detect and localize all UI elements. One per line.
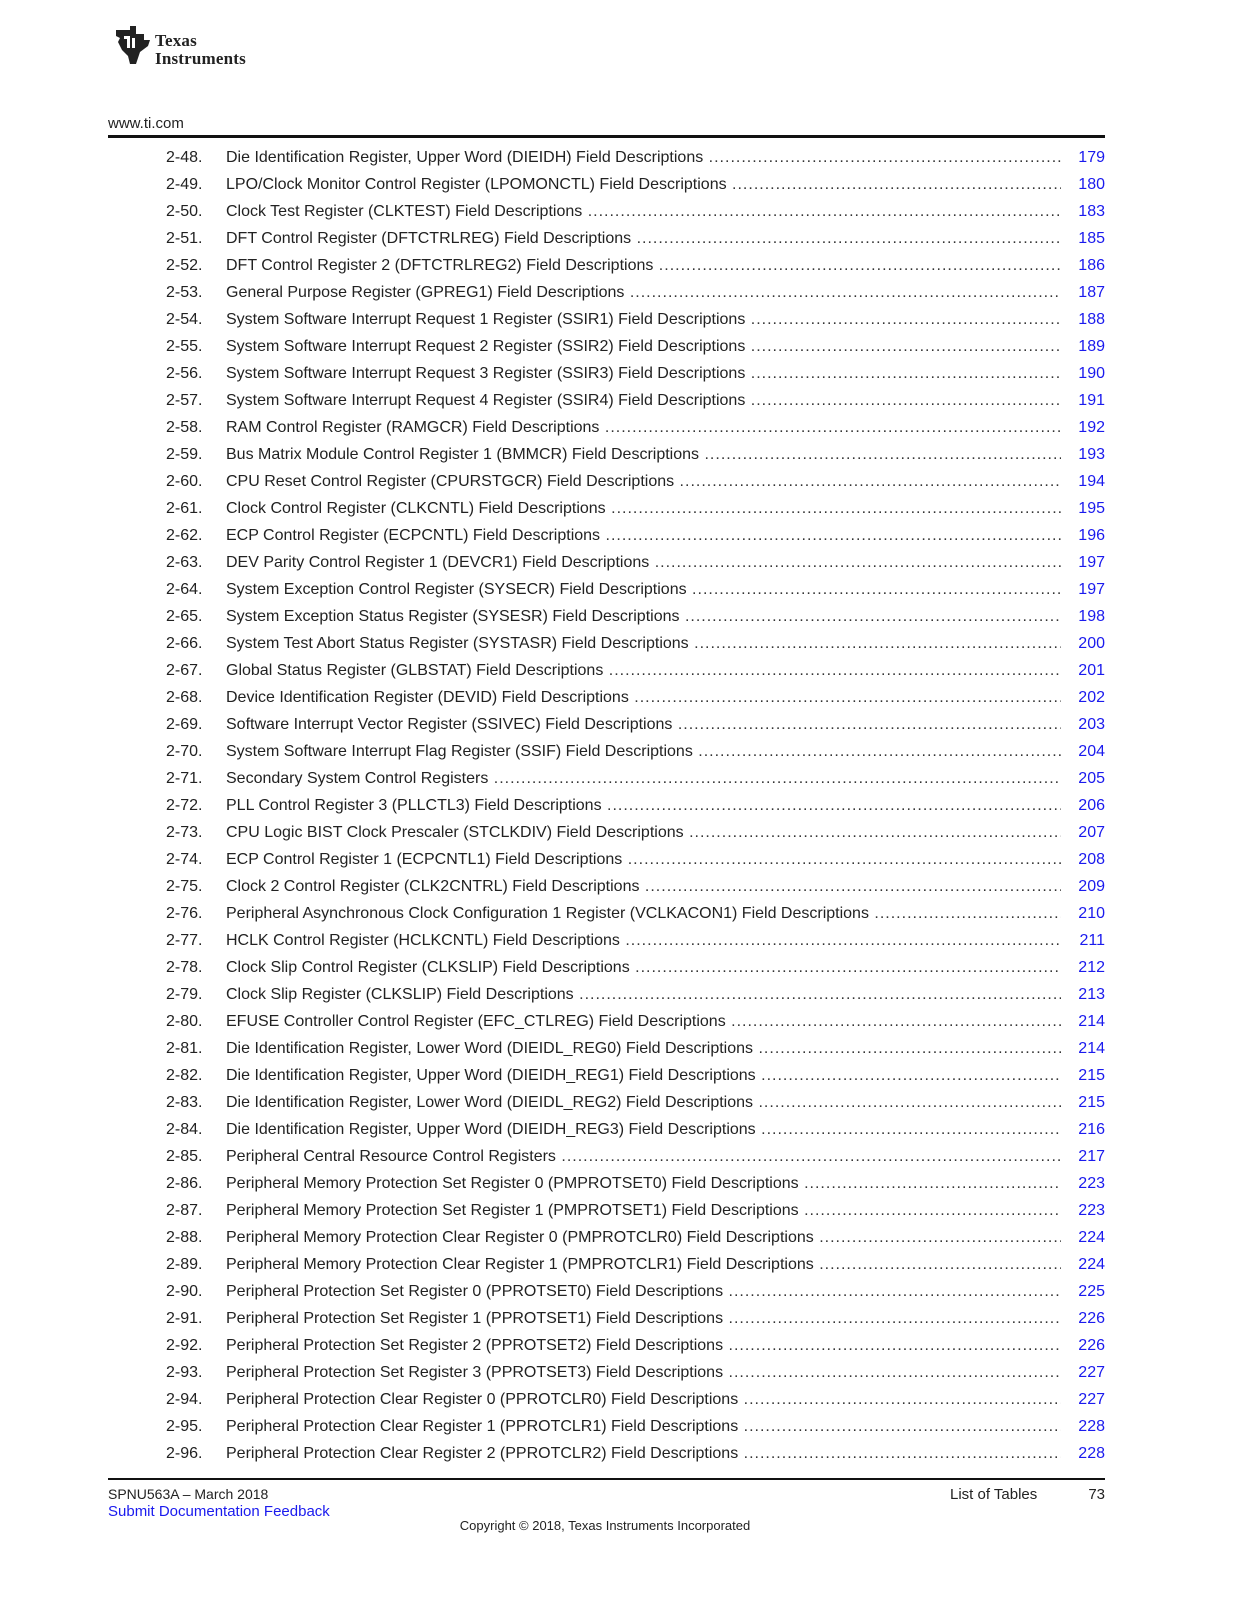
table-title[interactable]: RAM Control Register (RAMGCR) Field Descriptions .....: [226, 414, 1061, 441]
table-number: 2-55.: [166, 338, 203, 355]
toc-entry[interactable]: [108, 387, 1105, 414]
table-number: 2-92.: [166, 1337, 203, 1354]
table-number: 2-96.: [166, 1445, 203, 1462]
table-number: 2-71.: [166, 770, 203, 787]
toc-entry[interactable]: [108, 1008, 1105, 1035]
table-title[interactable]: Peripheral Protection Set Register 0 (PPROTSET0) Field Descriptions .....: [226, 1278, 1061, 1305]
table-number: 2-48.: [166, 149, 203, 166]
header-rule: [108, 135, 1105, 138]
table-title[interactable]: CPU Logic BIST Clock Prescaler (STCLKDIV) Field Descriptions .....: [226, 819, 1061, 846]
table-title[interactable]: General Purpose Register (GPREG1) Field Descriptions .....: [226, 279, 1061, 306]
table-number: 2-62.: [166, 527, 203, 544]
table-number: 2-65.: [166, 608, 203, 625]
page-number: 73: [1088, 1486, 1105, 1503]
table-title[interactable]: Clock Slip Control Register (CLKSLIP) Field Descriptions .....: [226, 954, 1061, 981]
page-link[interactable]: 187: [1078, 284, 1105, 301]
table-number: 2-77.: [166, 932, 203, 949]
page-link[interactable]: 227: [1078, 1391, 1105, 1408]
ti-logo: [110, 24, 310, 72]
table-number: 2-76.: [166, 905, 203, 922]
page-link[interactable]: 197: [1078, 554, 1105, 571]
table-number: 2-68.: [166, 689, 203, 706]
page-link[interactable]: 228: [1078, 1418, 1105, 1435]
page-link[interactable]: 210: [1078, 905, 1105, 922]
page-link[interactable]: 223: [1078, 1202, 1105, 1219]
toc-entry[interactable]: [108, 360, 1105, 387]
toc-entry[interactable]: [108, 279, 1105, 306]
toc-entry[interactable]: [108, 1062, 1105, 1089]
table-title[interactable]: CPU Reset Control Register (CPURSTGCR) Field Descriptions .....: [226, 468, 1061, 495]
table-number: 2-91.: [166, 1310, 203, 1327]
page-link[interactable]: 228: [1078, 1445, 1105, 1462]
table-number: 2-80.: [166, 1013, 203, 1030]
toc-entry[interactable]: [108, 414, 1105, 441]
toc-entry[interactable]: [108, 1386, 1105, 1413]
table-title[interactable]: HCLK Control Register (HCLKCNTL) Field Descriptions .....: [226, 927, 1061, 954]
table-title[interactable]: Peripheral Asynchronous Clock Configuration 1 Register (VCLKACON1) Field Descriptions .....: [226, 900, 1061, 927]
toc-entry[interactable]: [108, 1278, 1105, 1305]
toc-entry[interactable]: [108, 1359, 1105, 1386]
table-title[interactable]: Software Interrupt Vector Register (SSIVEC) Field Descriptions .....: [226, 711, 1061, 738]
table-title[interactable]: DFT Control Register (DFTCTRLREG) Field Descriptions .....: [226, 225, 1061, 252]
toc-entry[interactable]: [108, 846, 1105, 873]
toc-entry[interactable]: [108, 1089, 1105, 1116]
toc-entry[interactable]: [108, 900, 1105, 927]
page-link[interactable]: 203: [1078, 716, 1105, 733]
table-title[interactable]: Peripheral Protection Set Register 1 (PPROTSET1) Field Descriptions .....: [226, 1305, 1061, 1332]
table-number: 2-75.: [166, 878, 203, 895]
table-number: 2-63.: [166, 554, 203, 571]
table-number: 2-60.: [166, 473, 203, 490]
table-title[interactable]: Peripheral Central Resource Control Registers .....: [226, 1143, 1061, 1170]
page-link[interactable]: 224: [1078, 1229, 1105, 1246]
brand-name: [155, 32, 246, 68]
table-title[interactable]: Clock Test Register (CLKTEST) Field Descriptions .....: [226, 198, 1061, 225]
toc-entry[interactable]: [108, 657, 1105, 684]
table-number: 2-88.: [166, 1229, 203, 1246]
page-link[interactable]: 205: [1078, 770, 1105, 787]
table-title[interactable]: Clock Slip Register (CLKSLIP) Field Descriptions .....: [226, 981, 1061, 1008]
table-title[interactable]: Die Identification Register, Lower Word (DIEIDL_REG0) Field Descriptions .....: [226, 1035, 1061, 1062]
page-link[interactable]: 225: [1078, 1283, 1105, 1300]
toc-entry[interactable]: [108, 468, 1105, 495]
table-number: 2-82.: [166, 1067, 203, 1084]
table-number: 2-90.: [166, 1283, 203, 1300]
table-title[interactable]: System Exception Status Register (SYSESR) Field Descriptions .....: [226, 603, 1061, 630]
page-link[interactable]: 186: [1078, 257, 1105, 274]
table-title[interactable]: Die Identification Register, Lower Word (DIEIDL_REG2) Field Descriptions .....: [226, 1089, 1061, 1116]
table-number: 2-67.: [166, 662, 203, 679]
brand-line-1: Texas: [155, 31, 197, 50]
table-number: 2-86.: [166, 1175, 203, 1192]
page-link[interactable]: 207: [1078, 824, 1105, 841]
toc-entry[interactable]: [108, 954, 1105, 981]
toc-entry[interactable]: [108, 684, 1105, 711]
table-number: 2-83.: [166, 1094, 203, 1111]
toc-entry[interactable]: [108, 306, 1105, 333]
table-number: 2-70.: [166, 743, 203, 760]
table-number: 2-54.: [166, 311, 203, 328]
toc-entry[interactable]: [108, 225, 1105, 252]
page-link[interactable]: 209: [1078, 878, 1105, 895]
toc-entry[interactable]: [108, 171, 1105, 198]
page-link[interactable]: 192: [1078, 419, 1105, 436]
toc-entry[interactable]: [108, 441, 1105, 468]
page-link[interactable]: 185: [1078, 230, 1105, 247]
table-title[interactable]: System Test Abort Status Register (SYSTASR) Field Descriptions .....: [226, 630, 1061, 657]
table-number: 2-51.: [166, 230, 203, 247]
toc-entry[interactable]: [108, 1197, 1105, 1224]
table-number: 2-72.: [166, 797, 203, 814]
table-title[interactable]: Peripheral Memory Protection Set Register 1 (PMPROTSET1) Field Descriptions .....: [226, 1197, 1061, 1224]
footer-rule: [108, 1478, 1105, 1480]
table-number: 2-78.: [166, 959, 203, 976]
page-link[interactable]: 194: [1078, 473, 1105, 490]
table-number: 2-56.: [166, 365, 203, 382]
page-link[interactable]: 179: [1078, 149, 1105, 166]
page-link[interactable]: 180: [1078, 176, 1105, 193]
feedback-link[interactable]: Submit Documentation Feedback: [108, 1503, 330, 1520]
page-link[interactable]: 188: [1078, 311, 1105, 328]
table-number: 2-93.: [166, 1364, 203, 1381]
table-number: 2-94.: [166, 1391, 203, 1408]
table-number: 2-52.: [166, 257, 203, 274]
page-link[interactable]: 223: [1078, 1175, 1105, 1192]
table-number: 2-73.: [166, 824, 203, 841]
toc-entry[interactable]: [108, 765, 1105, 792]
table-title[interactable]: Die Identification Register, Upper Word (DIEIDH) Field Descriptions .....: [226, 144, 1061, 171]
table-title[interactable]: System Software Interrupt Request 1 Register (SSIR1) Field Descriptions .....: [226, 306, 1061, 333]
toc-entry[interactable]: [108, 981, 1105, 1008]
toc-entry[interactable]: [108, 1170, 1105, 1197]
table-number: 2-50.: [166, 203, 203, 220]
page-link[interactable]: 204: [1078, 743, 1105, 760]
table-number: 2-53.: [166, 284, 203, 301]
toc-entry[interactable]: [108, 1116, 1105, 1143]
page-link[interactable]: 201: [1078, 662, 1105, 679]
table-title[interactable]: System Software Interrupt Flag Register (SSIF) Field Descriptions .....: [226, 738, 1061, 765]
toc-entry[interactable]: [108, 198, 1105, 225]
page-link[interactable]: 190: [1078, 365, 1105, 382]
table-number: 2-85.: [166, 1148, 203, 1165]
toc-entry[interactable]: [108, 792, 1105, 819]
table-title[interactable]: System Software Interrupt Request 3 Register (SSIR3) Field Descriptions .....: [226, 360, 1061, 387]
table-title[interactable]: DFT Control Register 2 (DFTCTRLREG2) Field Descriptions .....: [226, 252, 1061, 279]
page-link[interactable]: 224: [1078, 1256, 1105, 1273]
toc-entry[interactable]: [108, 495, 1105, 522]
toc-entry[interactable]: [108, 603, 1105, 630]
table-number: 2-49.: [166, 176, 203, 193]
table-number: 2-66.: [166, 635, 203, 652]
table-title[interactable]: System Software Interrupt Request 2 Register (SSIR2) Field Descriptions .....: [226, 333, 1061, 360]
table-title[interactable]: Global Status Register (GLBSTAT) Field Descriptions .....: [226, 657, 1061, 684]
brand-line-2: Instruments: [155, 49, 246, 68]
section-title: List of Tables: [950, 1486, 1038, 1503]
table-title[interactable]: Device Identification Register (DEVID) Field Descriptions .....: [226, 684, 1061, 711]
page-link[interactable]: 195: [1078, 500, 1105, 517]
table-title[interactable]: Clock Control Register (CLKCNTL) Field Descriptions .....: [226, 495, 1061, 522]
table-title[interactable]: Peripheral Protection Clear Register 2 (PPROTCLR2) Field Descriptions .....: [226, 1440, 1061, 1467]
page-link[interactable]: 193: [1078, 446, 1105, 463]
table-title[interactable]: Die Identification Register, Upper Word (DIEIDH_REG3) Field Descriptions .....: [226, 1116, 1061, 1143]
page-link[interactable]: 215: [1078, 1094, 1105, 1111]
page-link[interactable]: 183: [1078, 203, 1105, 220]
toc-entry[interactable]: [108, 522, 1105, 549]
table-number: 2-59.: [166, 446, 203, 463]
toc-entry[interactable]: [108, 252, 1105, 279]
page-link[interactable]: 191: [1078, 392, 1105, 409]
page-link[interactable]: 216: [1078, 1121, 1105, 1138]
page-link[interactable]: 227: [1078, 1364, 1105, 1381]
page-link[interactable]: 197: [1078, 581, 1105, 598]
table-number: 2-58.: [166, 419, 203, 436]
website-url: www.ti.com: [108, 115, 184, 132]
table-title[interactable]: Peripheral Protection Clear Register 1 (PPROTCLR1) Field Descriptions .....: [226, 1413, 1061, 1440]
table-number: 2-69.: [166, 716, 203, 733]
toc-entry[interactable]: [108, 144, 1105, 171]
toc-entry[interactable]: [108, 1413, 1105, 1440]
page-link[interactable]: 213: [1078, 986, 1105, 1003]
table-number: 2-61.: [166, 500, 203, 517]
page-link[interactable]: 206: [1078, 797, 1105, 814]
page-link[interactable]: 189: [1078, 338, 1105, 355]
table-number: 2-89.: [166, 1256, 203, 1273]
page-link[interactable]: 217: [1078, 1148, 1105, 1165]
page-link[interactable]: 226: [1078, 1310, 1105, 1327]
table-title[interactable]: Clock 2 Control Register (CLK2CNTRL) Field Descriptions .....: [226, 873, 1061, 900]
toc-entry[interactable]: [108, 738, 1105, 765]
toc-entry[interactable]: [108, 927, 1105, 954]
page-link[interactable]: 214: [1078, 1040, 1105, 1057]
toc-entry[interactable]: [108, 630, 1105, 657]
toc-entry[interactable]: [108, 549, 1105, 576]
table-number: 2-57.: [166, 392, 203, 409]
page-link[interactable]: 196: [1078, 527, 1105, 544]
toc-entry[interactable]: [108, 1305, 1105, 1332]
table-title[interactable]: ECP Control Register 1 (ECPCNTL1) Field Descriptions .....: [226, 846, 1061, 873]
table-number: 2-84.: [166, 1121, 203, 1138]
table-title[interactable]: Peripheral Memory Protection Clear Register 0 (PMPROTCLR0) Field Descriptions .....: [226, 1224, 1061, 1251]
table-number: 2-79.: [166, 986, 203, 1003]
table-number: 2-74.: [166, 851, 203, 868]
table-number: 2-81.: [166, 1040, 203, 1057]
list-of-tables: [108, 144, 1105, 1467]
table-title[interactable]: Peripheral Memory Protection Set Register 0 (PMPROTSET0) Field Descriptions .....: [226, 1170, 1061, 1197]
page-link[interactable]: 202: [1078, 689, 1105, 706]
table-title[interactable]: LPO/Clock Monitor Control Register (LPOMONCTL) Field Descriptions .....: [226, 171, 1061, 198]
toc-entry[interactable]: [108, 576, 1105, 603]
toc-entry[interactable]: [108, 873, 1105, 900]
table-number: 2-95.: [166, 1418, 203, 1435]
copyright-notice: Copyright © 2018, Texas Instruments Incorporated: [459, 1518, 751, 1533]
table-title[interactable]: Secondary System Control Registers .....: [226, 765, 1061, 792]
table-title[interactable]: Peripheral Protection Clear Register 0 (PPROTCLR0) Field Descriptions .....: [226, 1386, 1061, 1413]
page-link[interactable]: 211: [1079, 932, 1105, 949]
table-title[interactable]: ECP Control Register (ECPCNTL) Field Descriptions .....: [226, 522, 1061, 549]
toc-entry[interactable]: [108, 711, 1105, 738]
table-title[interactable]: EFUSE Controller Control Register (EFC_CTLREG) Field Descriptions .....: [226, 1008, 1061, 1035]
page-link[interactable]: 200: [1078, 635, 1105, 652]
toc-entry[interactable]: [108, 1224, 1105, 1251]
document-id: SPNU563A – March 2018: [108, 1486, 269, 1502]
toc-entry[interactable]: [108, 1143, 1105, 1170]
toc-entry[interactable]: [108, 1035, 1105, 1062]
page-link[interactable]: 212: [1078, 959, 1105, 976]
toc-entry[interactable]: [108, 819, 1105, 846]
page-link[interactable]: 215: [1078, 1067, 1105, 1084]
page-link[interactable]: 226: [1078, 1337, 1105, 1354]
table-title[interactable]: Die Identification Register, Upper Word (DIEIDH_REG1) Field Descriptions .....: [226, 1062, 1061, 1089]
table-title[interactable]: System Software Interrupt Request 4 Register (SSIR4) Field Descriptions .....: [226, 387, 1061, 414]
ti-logo-icon: [110, 24, 154, 68]
toc-entry[interactable]: [108, 1251, 1105, 1278]
table-number: 2-87.: [166, 1202, 203, 1219]
table-title[interactable]: Peripheral Protection Set Register 2 (PPROTSET2) Field Descriptions .....: [226, 1332, 1061, 1359]
table-title[interactable]: DEV Parity Control Register 1 (DEVCR1) Field Descriptions .....: [226, 549, 1061, 576]
page-link[interactable]: 214: [1078, 1013, 1105, 1030]
table-title[interactable]: Peripheral Memory Protection Clear Register 1 (PMPROTCLR1) Field Descriptions .....: [226, 1251, 1061, 1278]
toc-entry[interactable]: [108, 1440, 1105, 1467]
toc-entry[interactable]: [108, 1332, 1105, 1359]
table-title[interactable]: Peripheral Protection Set Register 3 (PPROTSET3) Field Descriptions .....: [226, 1359, 1061, 1386]
page-link[interactable]: 198: [1078, 608, 1105, 625]
table-title[interactable]: Bus Matrix Module Control Register 1 (BMMCR) Field Descriptions .....: [226, 441, 1061, 468]
table-title[interactable]: System Exception Control Register (SYSECR) Field Descriptions .....: [226, 576, 1061, 603]
page-link[interactable]: 208: [1078, 851, 1105, 868]
table-title[interactable]: PLL Control Register 3 (PLLCTL3) Field Descriptions .....: [226, 792, 1061, 819]
table-number: 2-64.: [166, 581, 203, 598]
toc-entry[interactable]: [108, 333, 1105, 360]
